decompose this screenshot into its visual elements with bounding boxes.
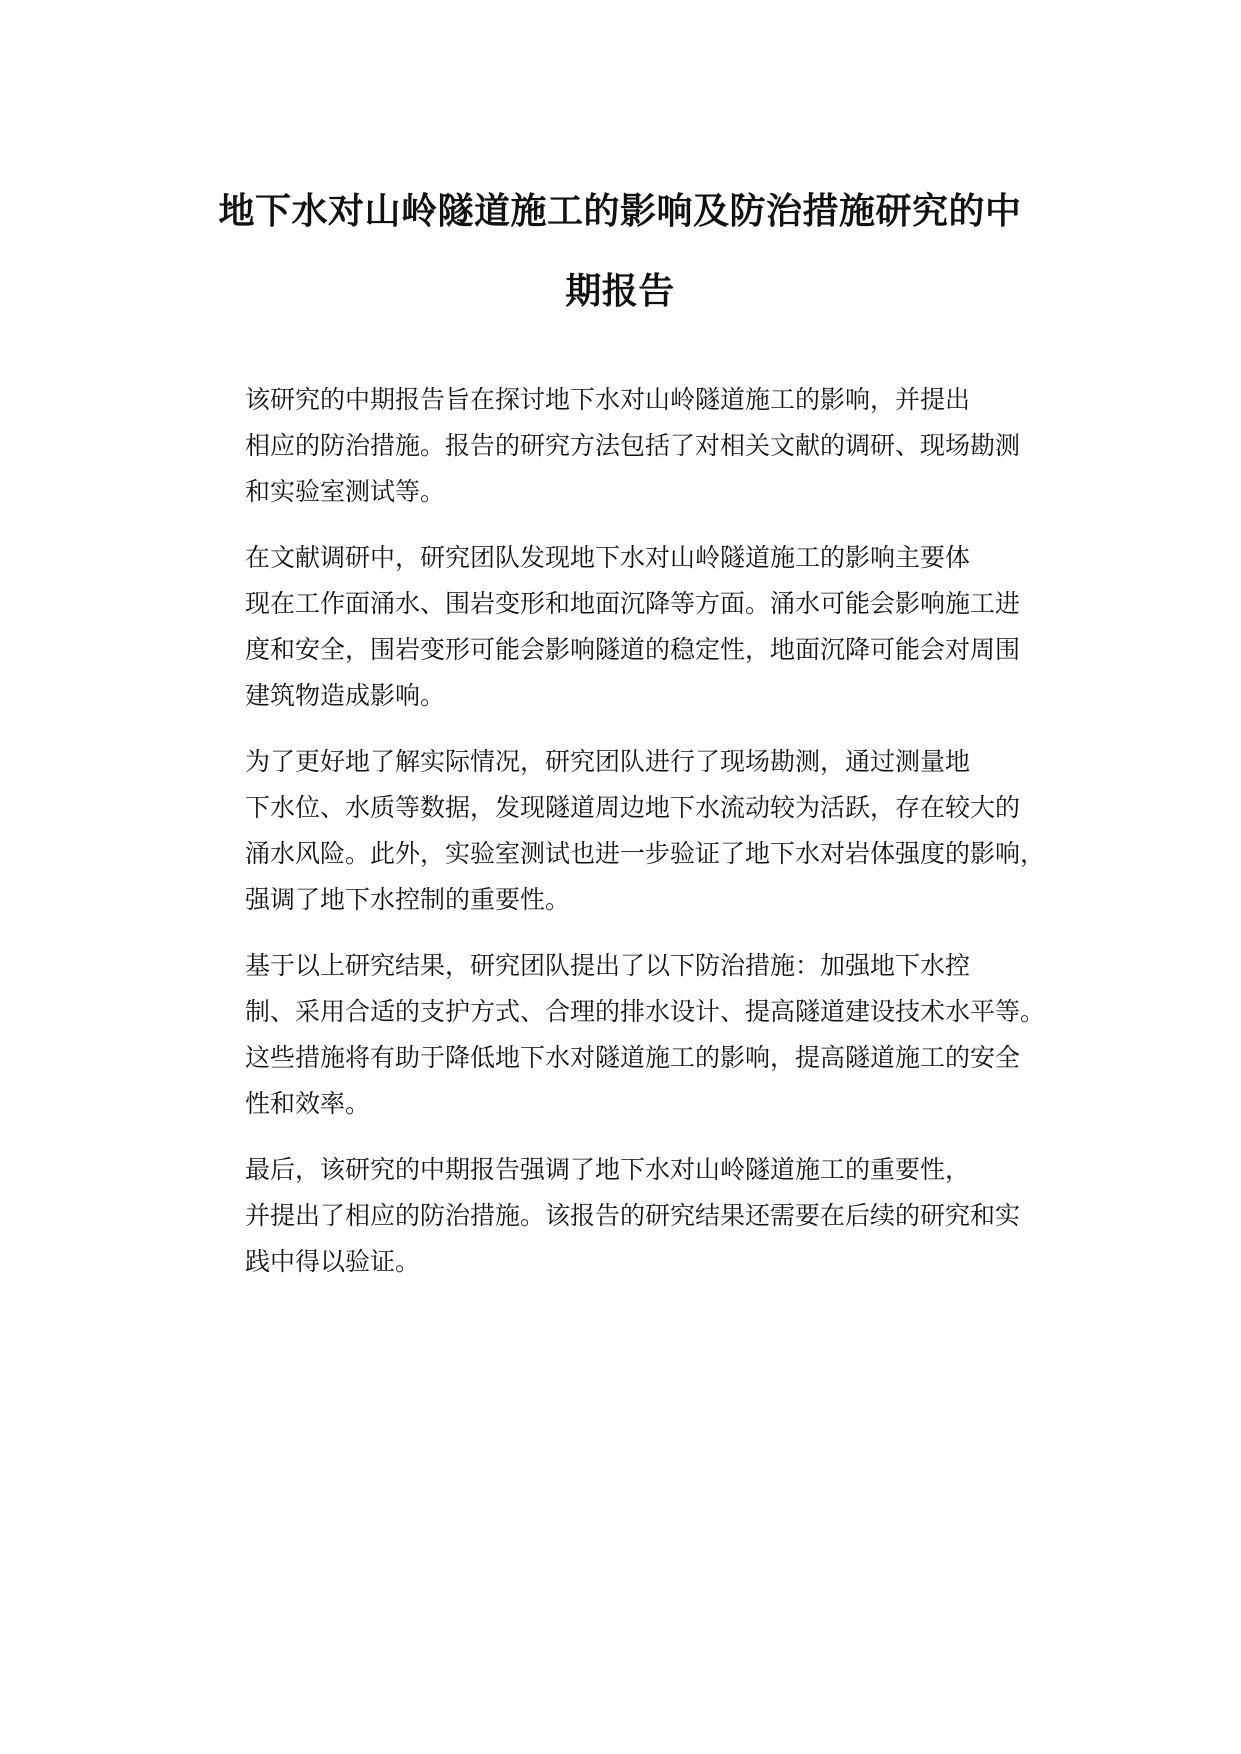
document-body [187, 377, 1055, 1305]
paragraph-line: 基于以上研究结果，研究团队提出了以下防治措施：加强地下水控 [245, 951, 971, 980]
paragraph-line: 制、采用合适的支护方式、合理的排水设计、提高隧道建设技术水平等。 [245, 997, 1046, 1026]
paragraph-line: 和实验室测试等。 [245, 477, 446, 506]
paragraph-line: 涌水风险。此外，实验室测试也进一步验证了地下水对岩体强度的影响， [245, 839, 1046, 868]
paragraph-line: 最后，该研究的中期报告强调了地下水对山岭隧道施工的重要性， [245, 1155, 971, 1184]
paragraph-line: 强调了地下水控制的重要性。 [245, 885, 571, 914]
paragraph-line: 现在工作面涌水、围岩变形和地面沉降等方面。涌水可能会影响施工进 [245, 589, 1021, 618]
paragraph-conclusion [187, 1147, 1055, 1285]
paragraph-line: 相应的防治措施。报告的研究方法包括了对相关文献的调研、现场勘测 [245, 431, 1021, 460]
document-title [200, 172, 1040, 332]
paragraph-line: 为了更好地了解实际情况，研究团队进行了现场勘测，通过测量地 [245, 747, 971, 776]
paragraph-intro [187, 377, 1055, 515]
title-line-1: 地下水对山岭隧道施工的影响及防治措施研究的中 [218, 191, 1022, 232]
paragraph-literature-review [187, 535, 1055, 719]
paragraph-line: 度和安全，围岩变形可能会影响隧道的稳定性，地面沉降可能会对周围 [245, 635, 1021, 664]
paragraph-line: 下水位、水质等数据，发现隧道周边地下水流动较为活跃，存在较大的 [245, 793, 1021, 822]
paragraph-line: 并提出了相应的防治措施。该报告的研究结果还需要在后续的研究和实 [245, 1201, 1021, 1230]
paragraph-line: 这些措施将有助于降低地下水对隧道施工的影响，提高隧道施工的安全 [245, 1043, 1021, 1072]
paragraph-line: 在文献调研中，研究团队发现地下水对山岭隧道施工的影响主要体 [245, 543, 971, 572]
title-line-2: 期报告 [565, 271, 675, 312]
paragraph-field-survey [187, 739, 1055, 923]
paragraph-line: 建筑物造成影响。 [245, 681, 446, 710]
paragraph-measures [187, 943, 1055, 1127]
paragraph-line: 践中得以验证。 [245, 1247, 421, 1276]
paragraph-line: 该研究的中期报告旨在探讨地下水对山岭隧道施工的影响，并提出 [245, 385, 971, 414]
paragraph-line: 性和效率。 [245, 1089, 371, 1118]
